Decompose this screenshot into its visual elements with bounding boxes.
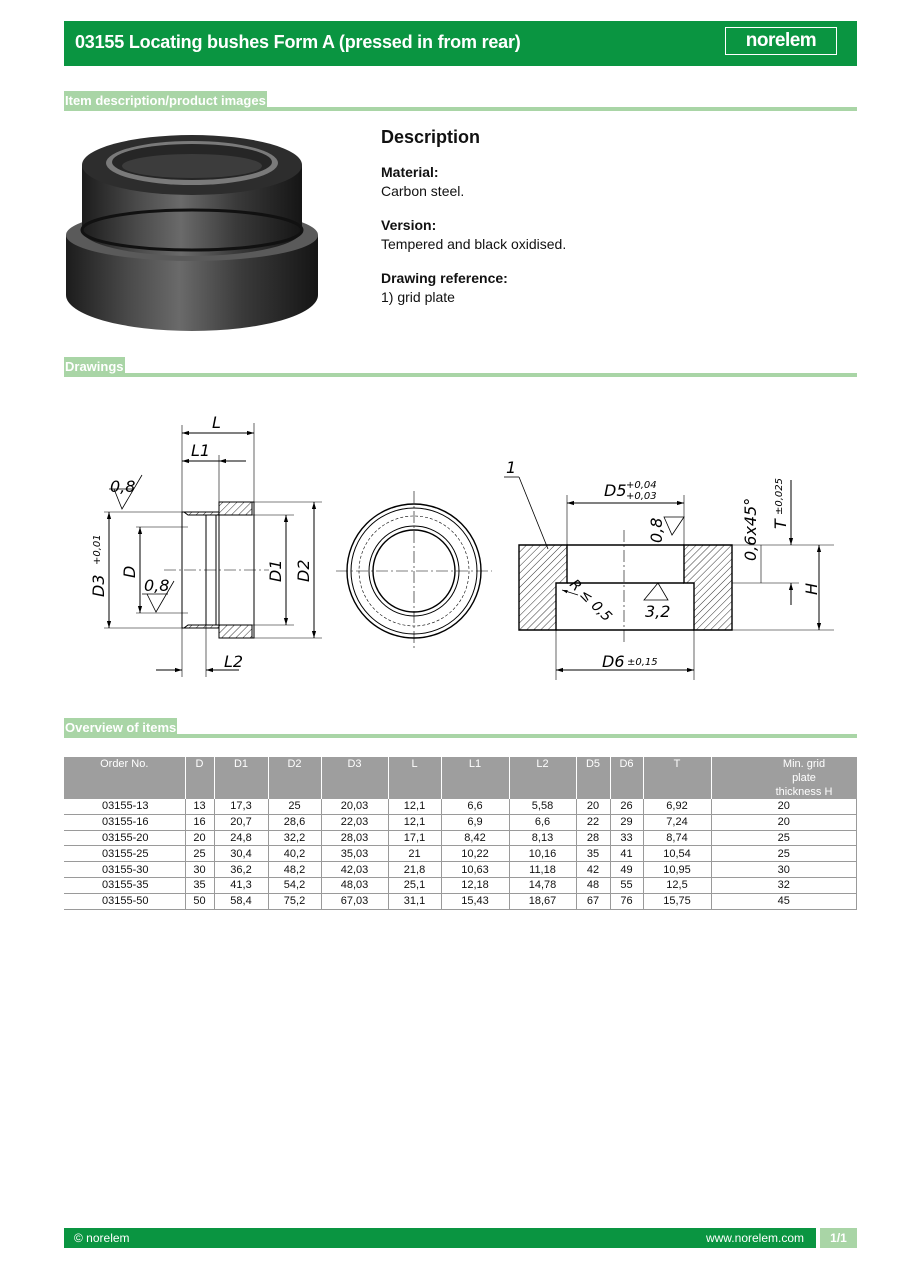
- table-cell: 29: [610, 814, 643, 830]
- table-cell: 03155-20: [64, 830, 185, 846]
- table-cell: 41: [610, 846, 643, 862]
- table-cell: 12,1: [388, 814, 441, 830]
- column-header: D6: [610, 757, 643, 799]
- roughness-label-2: 0,8: [144, 576, 170, 595]
- drawing-reference-value: 1) grid plate: [381, 289, 455, 305]
- table-row: [64, 830, 857, 846]
- table-cell: 67: [576, 893, 610, 909]
- product-photo: [64, 130, 320, 332]
- table-cell: 12,5: [643, 877, 711, 893]
- roughness-label-1: 0,8: [110, 477, 136, 496]
- table-cell: 22: [576, 814, 610, 830]
- table-cell: 30: [711, 862, 857, 878]
- table-cell: 17,3: [214, 799, 268, 814]
- version-label: Version:: [381, 217, 437, 233]
- table-cell: 32: [711, 877, 857, 893]
- section-images: [64, 91, 857, 111]
- page-header: [64, 21, 857, 66]
- table-cell: 42: [576, 862, 610, 878]
- bush-section-view: [104, 423, 322, 677]
- bush-front-view: [336, 491, 492, 651]
- table-cell: 33: [610, 830, 643, 846]
- section-drawings-title: Drawings: [64, 357, 125, 377]
- table-cell: 7,24: [643, 814, 711, 830]
- table-cell: 6,92: [643, 799, 711, 814]
- table-cell: 28: [576, 830, 610, 846]
- roughness-label-3: 0,8: [647, 517, 666, 543]
- items-table-header: [64, 757, 857, 799]
- table-cell: 15,75: [643, 893, 711, 909]
- table-cell: 10,16: [509, 846, 576, 862]
- table-cell: 8,74: [643, 830, 711, 846]
- material-label: Material:: [381, 164, 439, 180]
- table-cell: 55: [610, 877, 643, 893]
- table-cell: 36,2: [214, 862, 268, 878]
- table-cell: 6,6: [441, 799, 509, 814]
- technical-drawing: [64, 385, 857, 705]
- table-cell: 14,78: [509, 877, 576, 893]
- table-cell: 75,2: [268, 893, 321, 909]
- table-row: [64, 814, 857, 830]
- table-cell: 20: [576, 799, 610, 814]
- column-header: L1: [441, 757, 509, 799]
- table-row: [64, 862, 857, 878]
- table-cell: 16: [185, 814, 214, 830]
- table-cell: 48: [576, 877, 610, 893]
- table-cell: 15,43: [441, 893, 509, 909]
- dim-D: D: [120, 565, 139, 578]
- column-header: D2: [268, 757, 321, 799]
- dim-T-tolerance: ±0,025: [774, 477, 785, 515]
- footer-copyright: © norelem: [74, 1231, 130, 1245]
- table-cell: 5,58: [509, 799, 576, 814]
- table-cell: 6,6: [509, 814, 576, 830]
- table-cell: 12,18: [441, 877, 509, 893]
- table-cell: 8,42: [441, 830, 509, 846]
- table-cell: 35: [576, 846, 610, 862]
- footer-url-link[interactable]: www.norelem.com: [705, 1231, 804, 1245]
- table-cell: 10,63: [441, 862, 509, 878]
- column-header: T: [643, 757, 711, 799]
- radius-label: R ≤ 0,5: [566, 576, 615, 626]
- table-cell: 8,13: [509, 830, 576, 846]
- table-cell: 20: [185, 830, 214, 846]
- table-cell: 26: [610, 799, 643, 814]
- table-cell: 35,03: [321, 846, 388, 862]
- section-overview-title: Overview of items: [64, 718, 177, 738]
- table-cell: 25: [711, 830, 857, 846]
- table-cell: 20,03: [321, 799, 388, 814]
- dim-D1: D1: [266, 559, 285, 582]
- table-cell: 25: [268, 799, 321, 814]
- dim-D3-tolerance: +0,01: [92, 534, 103, 565]
- section-images-title: Item description/product images: [64, 91, 267, 111]
- table-row: [64, 877, 857, 893]
- column-header: D1: [214, 757, 268, 799]
- table-cell: 21: [388, 846, 441, 862]
- dim-L2: L2: [224, 652, 244, 671]
- roughness-label-4: 3,2: [645, 602, 671, 621]
- column-header: Min. grid plate thickness H: [711, 757, 857, 799]
- table-cell: 25,1: [388, 877, 441, 893]
- table-cell: 10,22: [441, 846, 509, 862]
- dim-D2: D2: [294, 559, 313, 582]
- column-header: L2: [509, 757, 576, 799]
- description-block: [381, 128, 841, 322]
- dim-T: T: [771, 519, 790, 529]
- table-cell: 6,9: [441, 814, 509, 830]
- reference-1: 1: [506, 458, 517, 477]
- table-row: [64, 799, 857, 814]
- table-cell: 20,7: [214, 814, 268, 830]
- table-row: [64, 893, 857, 909]
- table-cell: 54,2: [268, 877, 321, 893]
- page-footer: [64, 1228, 816, 1248]
- items-table: [64, 757, 857, 910]
- table-cell: 17,1: [388, 830, 441, 846]
- dim-D6-tolerance: ±0,15: [627, 657, 658, 668]
- table-cell: 31,1: [388, 893, 441, 909]
- table-cell: 28,03: [321, 830, 388, 846]
- table-cell: 50: [185, 893, 214, 909]
- dim-D5-tolerance-lower: +0,03: [626, 491, 657, 502]
- dim-D5: D5: [604, 481, 627, 500]
- table-cell: 32,2: [268, 830, 321, 846]
- table-cell: 03155-50: [64, 893, 185, 909]
- table-cell: 30,4: [214, 846, 268, 862]
- table-cell: 20: [711, 814, 857, 830]
- table-cell: 03155-30: [64, 862, 185, 878]
- table-cell: 41,3: [214, 877, 268, 893]
- table-cell: 11,18: [509, 862, 576, 878]
- table-cell: 24,8: [214, 830, 268, 846]
- table-cell: 03155-25: [64, 846, 185, 862]
- table-cell: 40,2: [268, 846, 321, 862]
- version-value: Tempered and black oxidised.: [381, 236, 567, 252]
- table-cell: 12,1: [388, 799, 441, 814]
- column-header: D: [185, 757, 214, 799]
- table-row: [64, 846, 857, 862]
- column-header: D5: [576, 757, 610, 799]
- table-cell: 10,95: [643, 862, 711, 878]
- table-cell: 03155-13: [64, 799, 185, 814]
- table-cell: 03155-35: [64, 877, 185, 893]
- table-cell: 48,03: [321, 877, 388, 893]
- table-cell: 76: [610, 893, 643, 909]
- dim-L: L: [212, 413, 221, 432]
- table-cell: 49: [610, 862, 643, 878]
- table-cell: 35: [185, 877, 214, 893]
- table-cell: 58,4: [214, 893, 268, 909]
- table-cell: 13: [185, 799, 214, 814]
- drawing-reference-label: Drawing reference:: [381, 270, 508, 286]
- dim-L1: L1: [191, 441, 211, 460]
- material-value: Carbon steel.: [381, 183, 465, 199]
- norelem-logo: norelem: [725, 27, 837, 55]
- table-cell: 45: [711, 893, 857, 909]
- table-cell: 22,03: [321, 814, 388, 830]
- table-cell: 30: [185, 862, 214, 878]
- table-cell: 42,03: [321, 862, 388, 878]
- table-cell: 25: [711, 846, 857, 862]
- page-title: 03155 Locating bushes Form A (pressed in from rear): [75, 32, 521, 52]
- chamfer-label: 0,6x45°: [741, 497, 760, 561]
- table-cell: 21,8: [388, 862, 441, 878]
- description-heading: Description: [381, 127, 481, 147]
- column-header: L: [388, 757, 441, 799]
- table-cell: 25: [185, 846, 214, 862]
- section-overview: [64, 718, 857, 738]
- table-cell: 18,67: [509, 893, 576, 909]
- dim-D6: D6: [602, 652, 625, 671]
- dim-H: H: [802, 582, 821, 595]
- section-drawings: [64, 357, 857, 377]
- dim-D3: D3: [89, 574, 108, 597]
- dim-D5-tolerance-upper: +0,04: [626, 480, 657, 491]
- column-header: Order No.: [64, 757, 185, 799]
- page-number: 1/1: [820, 1228, 857, 1248]
- table-cell: 03155-16: [64, 814, 185, 830]
- table-cell: 28,6: [268, 814, 321, 830]
- table-cell: 10,54: [643, 846, 711, 862]
- table-cell: 67,03: [321, 893, 388, 909]
- column-header: D3: [321, 757, 388, 799]
- table-cell: 48,2: [268, 862, 321, 878]
- table-cell: 20: [711, 799, 857, 814]
